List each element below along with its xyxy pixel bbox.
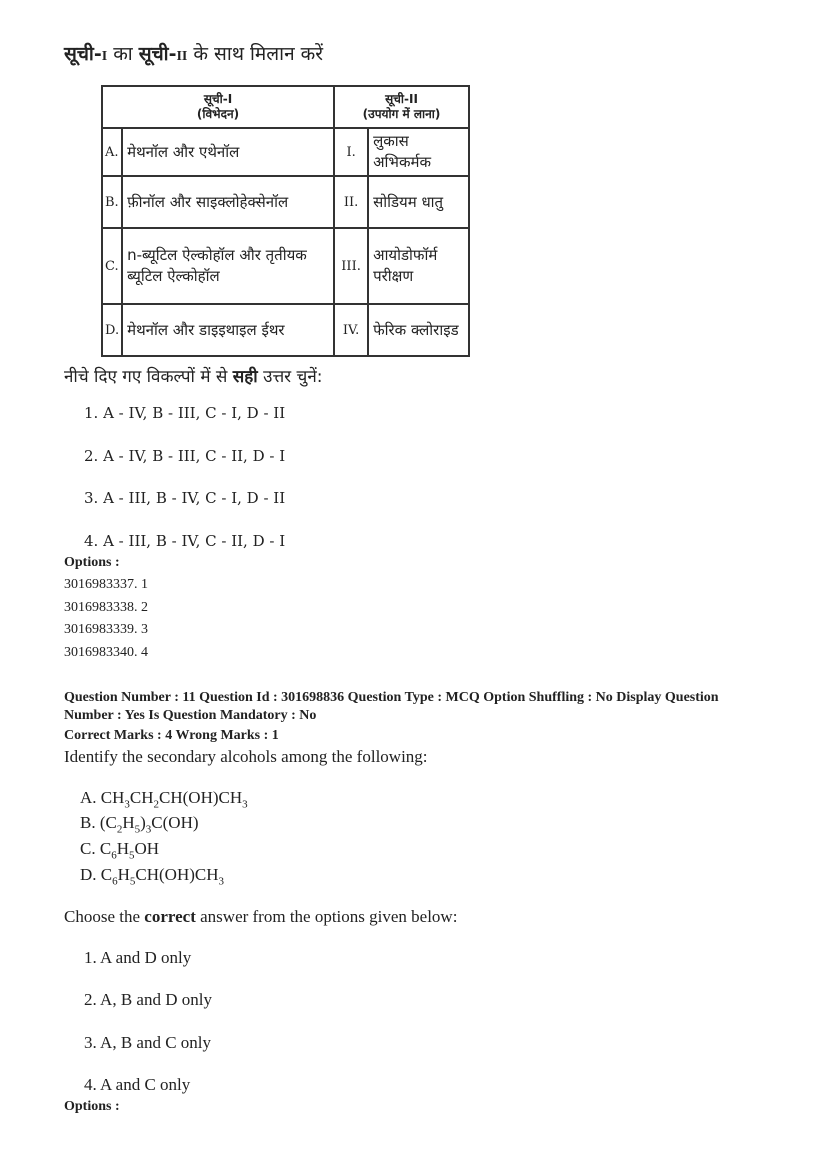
list1-header: सूची-I (विभेदन) — [102, 86, 334, 128]
q11-prompt: Identify the secondary alcohols among the following: — [64, 747, 428, 766]
table-row: C. n-ब्यूटिल ऐल्कोहॉल और तृतीयक ब्यूटिल ऐल्कोहॉल III. आयोडोफॉर्म परीक्षण — [102, 228, 469, 304]
q11-item-c: C. $C_6H_5OH$ — [80, 839, 160, 862]
choose-instruction-hi: नीचे दिए गए विकल्पों में से सही उत्तर चुनें: — [64, 367, 323, 387]
q10-option-3: 3. A - III, B - IV, C - I, D - II — [84, 489, 286, 507]
q11-choose-instruction: Choose the correct answer from the options given below: — [64, 907, 458, 926]
q10-option-2: 2. A - IV, B - III, C - II, D - I — [84, 447, 286, 465]
table-row: A. मेथनॉल और एथेनॉल I. लुकास अभिकर्मक — [102, 128, 469, 176]
q11-meta-line2: Number : Yes Is Question Mandatory : No — [64, 708, 317, 723]
option-id-1: 3016983337. 1 — [64, 577, 148, 592]
option-id-3: 3016983339. 3 — [64, 622, 148, 637]
q11-item-a: A. $CH_3CH_2CH(OH)CH_3$ — [80, 788, 248, 811]
q11-options-label: Options : — [64, 1099, 120, 1114]
list2-header: सूची-II (उपयोग में लाना) — [334, 86, 469, 128]
match-heading: सूची-I का सूची-II के साथ मिलान करें — [64, 43, 324, 65]
q11-meta-line1: Question Number : 11 Question Id : 301698836 Question Type : MCQ Option Shuffling : No Display Question — [64, 690, 719, 705]
q11-answer-4: 4. A and C only — [84, 1075, 191, 1094]
q11-answer-3: 3. A, B and C only — [84, 1033, 212, 1052]
table-row: D. मेथनॉल और डाइइथाइल ईथर IV. फेरिक क्लोराइड — [102, 304, 469, 356]
table-row: B. फ़ीनॉल और साइक्लोहेक्सेनॉल II. सोडियम धातु — [102, 176, 469, 228]
q10-option-4: 4. A - III, B - IV, C - II, D - I — [84, 532, 286, 550]
q10-option-1: 1. A - IV, B - III, C - I, D - II — [84, 404, 286, 422]
option-id-2: 3016983338. 2 — [64, 600, 148, 615]
options-label: Options : — [64, 555, 120, 570]
q11-answer-2: 2. A, B and D only — [84, 990, 212, 1009]
q11-answer-1: 1. A and D only — [84, 948, 192, 967]
q11-marks: Correct Marks : 4 Wrong Marks : 1 — [64, 728, 279, 743]
q11-item-b: B. $(C_2H_5)_3C(OH)$ — [80, 813, 199, 836]
q11-item-d: D. $C_6H_5CH(OH)CH_3$ — [80, 865, 225, 888]
match-table — [101, 85, 470, 357]
option-id-4: 3016983340. 4 — [64, 645, 148, 660]
